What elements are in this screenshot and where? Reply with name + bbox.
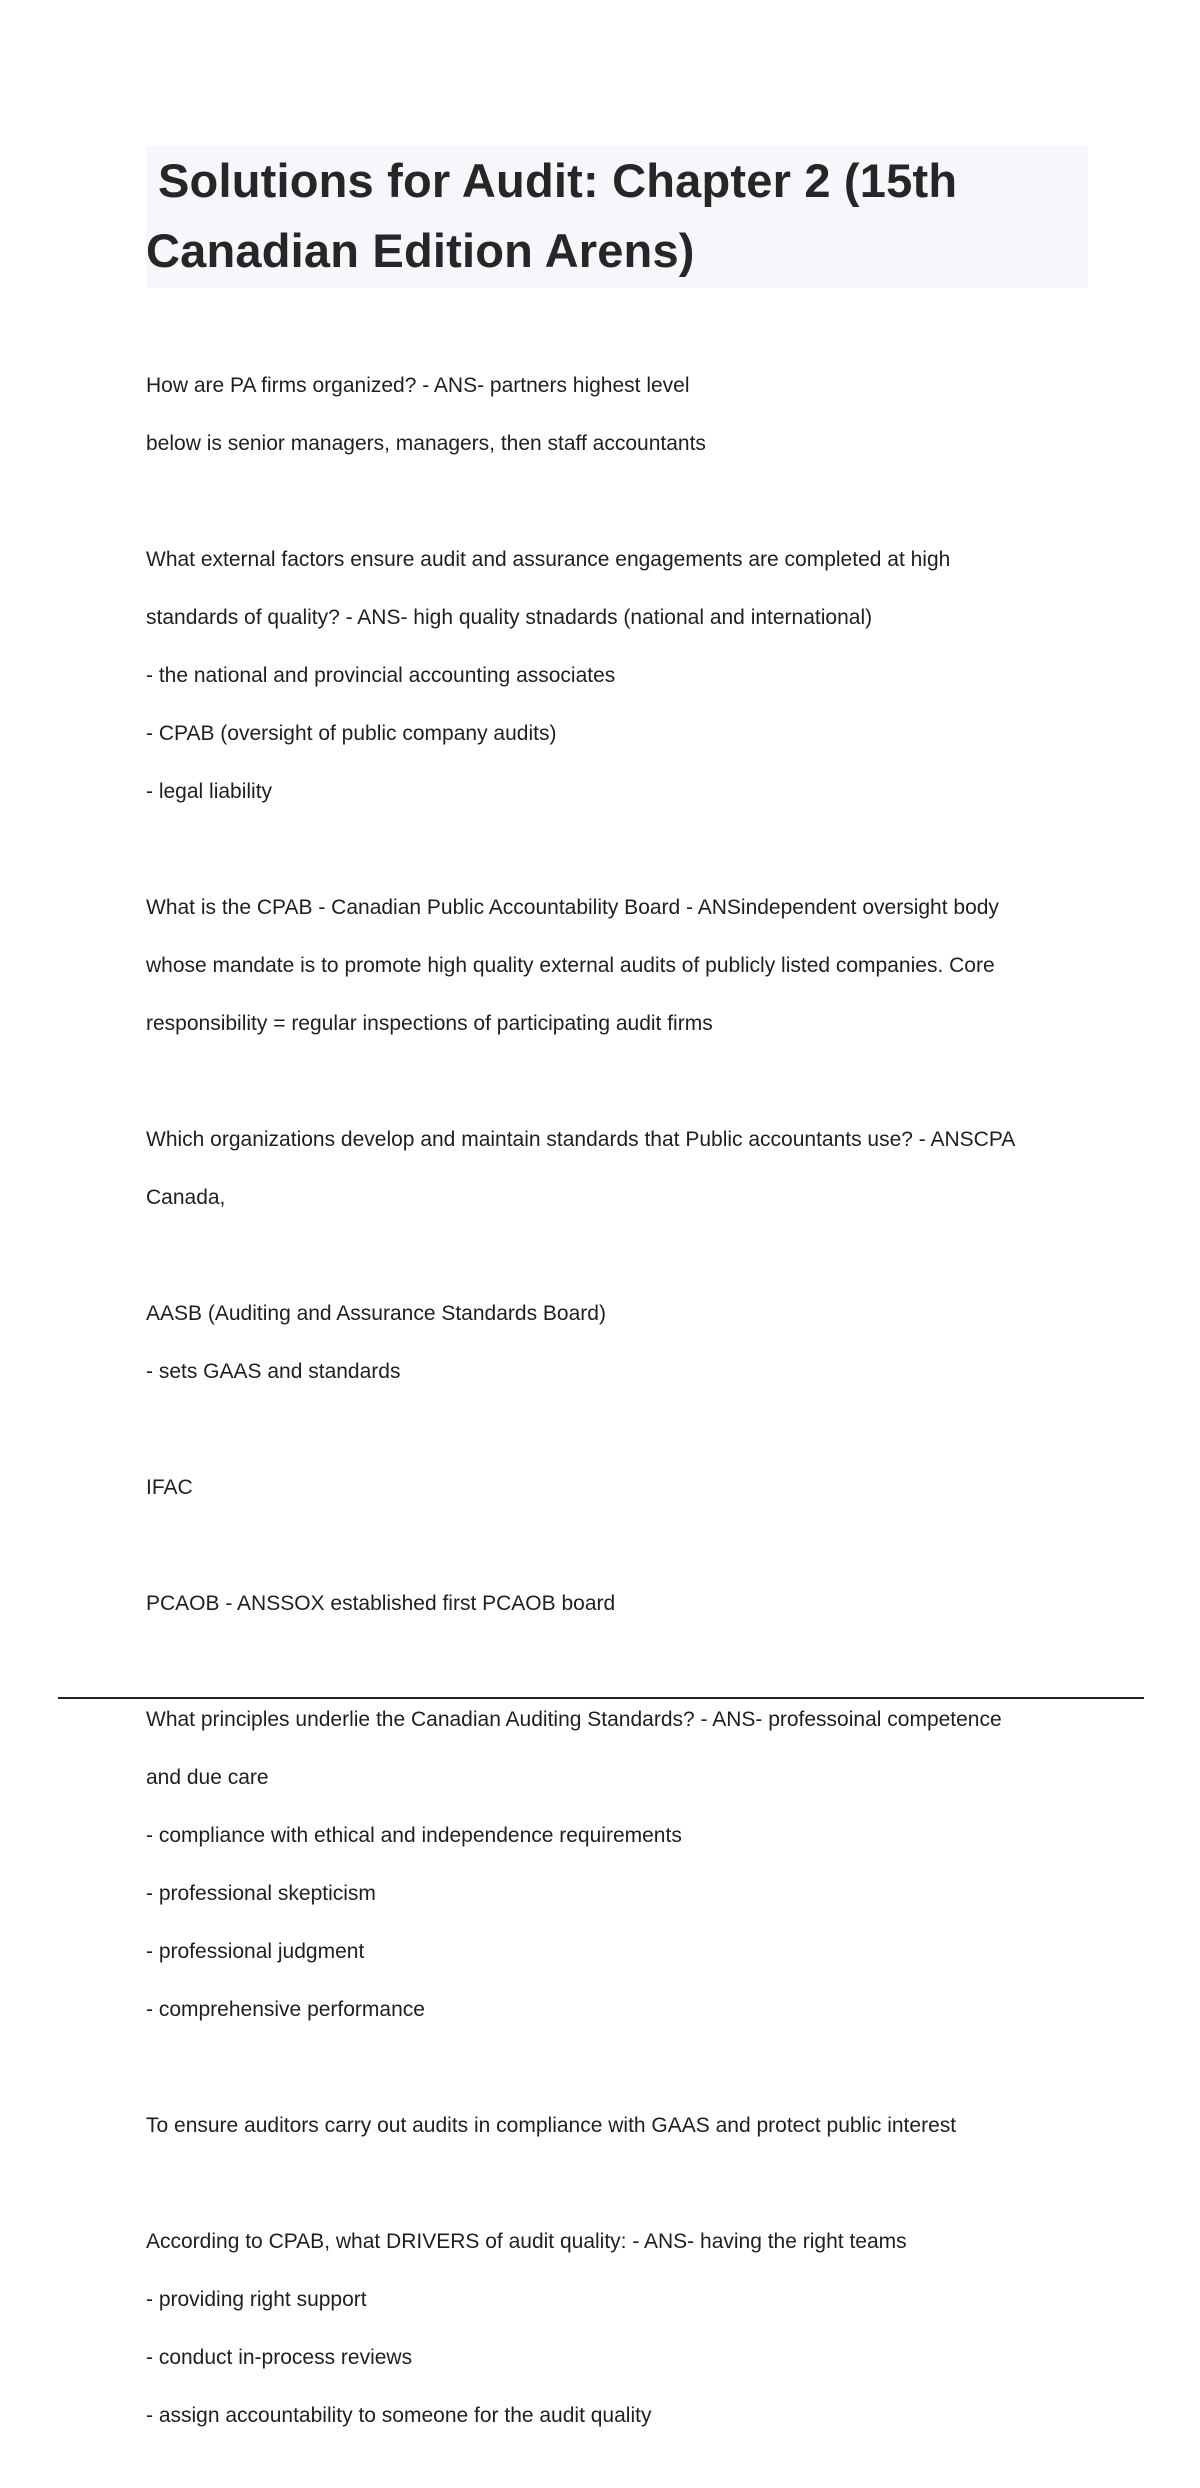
text-line: - compliance with ethical and independence requirements — [146, 1824, 682, 1847]
text-line: What is the CPAB - Canadian Public Accountability Board - ANSindependent oversight body — [146, 896, 999, 919]
qa-block-pa-firms — [146, 342, 1086, 487]
text-line: - sets GAAS and standards — [146, 1360, 401, 1383]
text-line: To ensure auditors carry out audits in compliance with GAAS and protect public interest — [146, 2114, 957, 2137]
text-line: - assign accountability to someone for the audit quality — [146, 2404, 652, 2427]
text-line: IFAC — [146, 1476, 193, 1499]
text-line: Which organizations develop and maintain standards that Public accountants use? - ANSCPA — [146, 1128, 1016, 1151]
qa-block-cpab — [146, 864, 1086, 1067]
text-line: - CPAB (oversight of public company audits) — [146, 722, 557, 745]
text-line: Canada, — [146, 1186, 226, 1209]
qa-block-aasb — [146, 1270, 1086, 1415]
text-line: What principles underlie the Canadian Auditing Standards? - ANS- professoinal competence — [146, 1708, 1002, 1731]
text-line: - professional skepticism — [146, 1882, 376, 1905]
text-line: - professional judgment — [146, 1940, 365, 1963]
page-title-line-1: Solutions for Audit: Chapter 2 (15th — [158, 154, 958, 207]
qa-block-organizations — [146, 1096, 1086, 1241]
text-line: and due care — [146, 1766, 269, 1789]
title-banner — [146, 146, 1088, 288]
footer-divider — [58, 1697, 1144, 1699]
page-title — [146, 146, 1088, 286]
qa-block-ifac — [146, 1444, 1086, 1531]
text-line: whose mandate is to promote high quality external audits of publicly listed companies. Core — [146, 954, 995, 977]
qa-block-drivers — [146, 2198, 1086, 2459]
text-line: How are PA firms organized? - ANS- partners highest level — [146, 374, 690, 397]
text-line: - legal liability — [146, 780, 273, 803]
text-line: According to CPAB, what DRIVERS of audit quality: - ANS- having the right teams — [146, 2230, 907, 2253]
text-line: responsibility = regular inspections of participating audit firms — [146, 1012, 713, 1035]
text-line: - the national and provincial accounting associates — [146, 664, 616, 687]
document-body — [146, 342, 1086, 2488]
qa-block-pcaob — [146, 1560, 1086, 1647]
text-line: - providing right support — [146, 2288, 367, 2311]
page-title-line-2: Canadian Edition Arens) — [146, 224, 695, 277]
qa-block-ensure-auditors — [146, 2082, 1086, 2169]
text-line: AASB (Auditing and Assurance Standards Board) — [146, 1302, 606, 1325]
text-line: - conduct in-process reviews — [146, 2346, 413, 2369]
qa-block-principles — [146, 1676, 1086, 2053]
text-line: - comprehensive performance — [146, 1998, 425, 2021]
text-line: What external factors ensure audit and assurance engagements are completed at high — [146, 548, 951, 571]
text-line: PCAOB - ANSSOX established first PCAOB board — [146, 1592, 616, 1615]
text-line: standards of quality? - ANS- high quality stnadards (national and international) — [146, 606, 873, 629]
qa-block-external-factors — [146, 516, 1086, 835]
text-line: below is senior managers, managers, then staff accountants — [146, 432, 706, 455]
